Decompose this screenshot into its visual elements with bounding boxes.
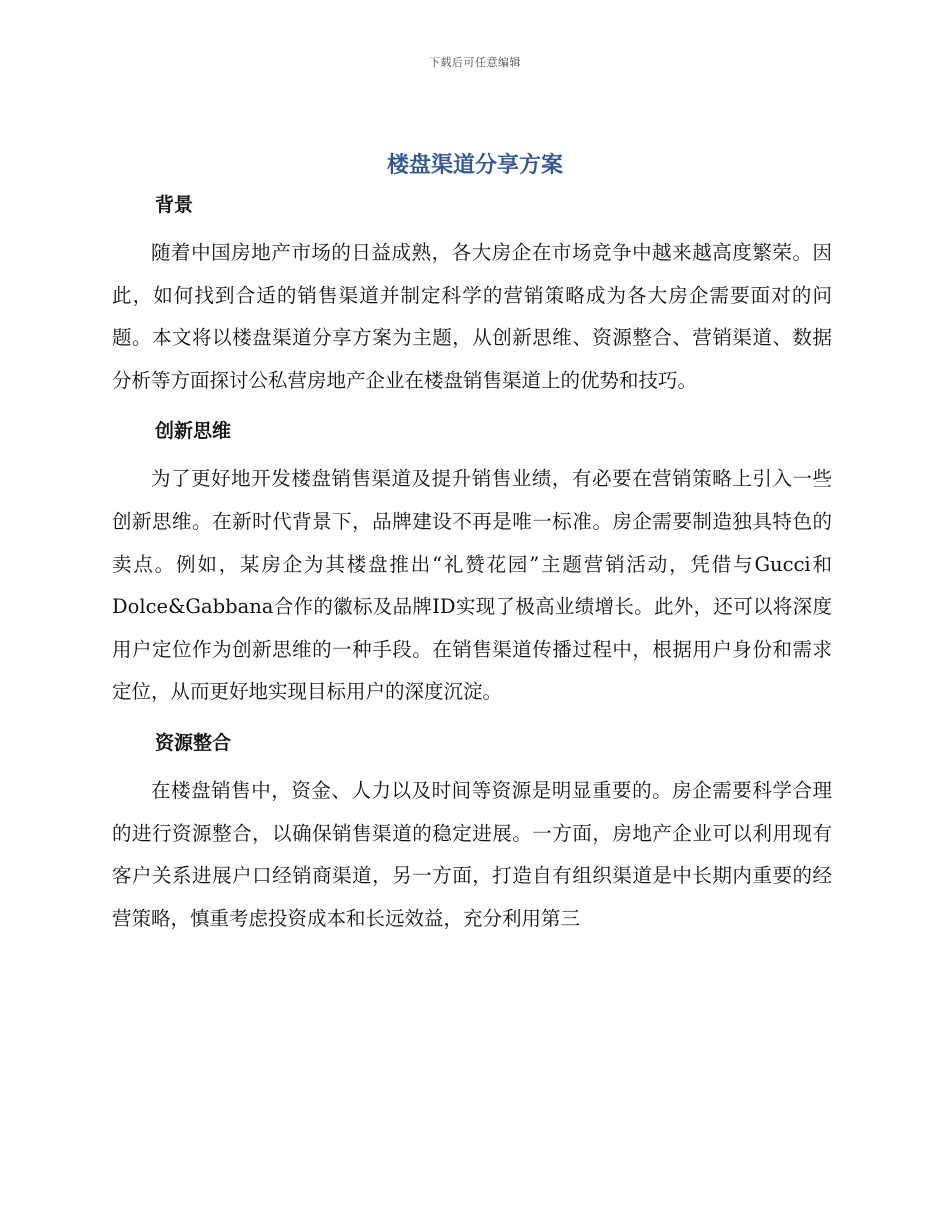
section-heading-resources: 资源整合 [155,731,232,754]
section-paragraph-background: 随着中国房地产市场的日益成熟，各大房企在市场竞争中越来越高度繁荣。因此，如何找到合适的销售渠道并制定科学的营销策略成为各大房企需要面对的问题。本文将以楼盘渠道分享方案为主题，从创新思维、资源整合、营销渠道、数据分析等方面探讨公私营房地产企业在楼盘销售渠道上的优势和技巧。 [112,241,832,392]
section-heading-innovation: 创新思维 [155,420,232,443]
section-paragraph-resources: 在楼盘销售中，资金、人力以及时间等资源是明显重要的。房企需要科学合理的进行资源整合，以确保销售渠道的稳定进展。一方面，房地产企业可以利用现有客户关系进展户口经销商渠道，另一方面，打造自有组织渠道是中长期内重要的经营策略，慎重考虑投资成本和长远效益，充分利用第三 [112,778,832,930]
document-body [112,190,832,954]
section-heading-background: 背景 [155,194,194,216]
section-paragraph-innovation: 为了更好地开发楼盘销售渠道及提升销售业绩，有必要在营销策略上引入一些创新思维。在新时代背景下，品牌建设不再是唯一标准。房企需要制造独具特色的卖点。例如，某房企为其楼盘推出“礼赞花园”主题营销活动，凭借与Gucci和Dolce&Gabbana合作的徽标及品牌ID实现了极高业绩增长。此外，还可以将深度用户定位作为创新思维的一种手段。在销售渠道传播过程中，根据用户身份和需求定位，从而更好地实现目标用户的深度沉淀。 [112,467,832,704]
page-header-note: 下载后可任意编辑 [429,56,521,69]
document-title: 楼盘渠道分享方案 [386,153,563,178]
